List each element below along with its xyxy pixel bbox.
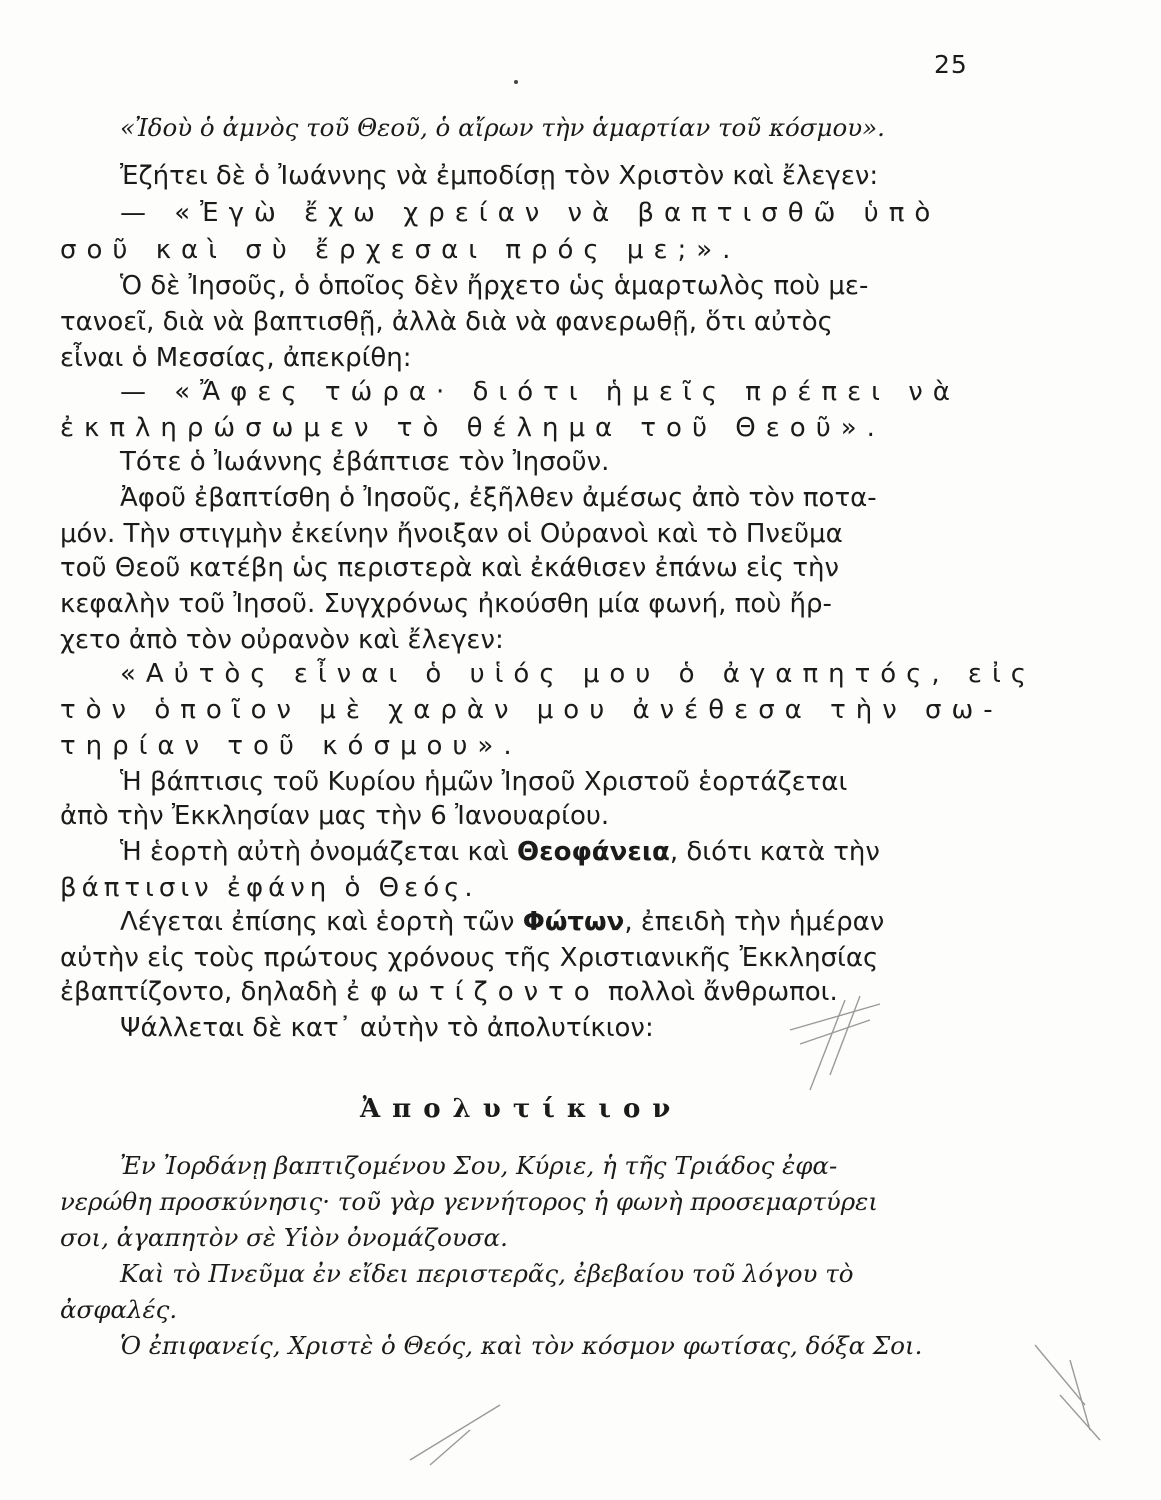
hymn-line: Ὁ ἐπιφανείς, Χριστὲ ὁ Θεός, καὶ τὸν κόσμον φωτίσας, δόξα Σοι. [120,1331,923,1360]
dialogue-line: σοῦ καὶ σὺ ἔρχεσαι πρός με;». [60,235,741,265]
text-line [60,906,1105,938]
voice-quote-line: τηρίαν τοῦ κόσμου». [60,731,522,761]
text-line: Ἀφοῦ ἐβαπτίσθη ὁ Ἰησοῦς, ἐξῆλθεν ἀμέσως ἀπὸ τὸν ποτα- [120,483,877,513]
dialogue-line: — «Ἐγὼ ἔχω χρείαν νὰ βαπτισθῶ ὑπὸ [120,198,941,228]
text-segment: , ἐπειδὴ τὴν ἡμέραν [624,907,885,937]
hymn-line: Ἐν Ἰορδάνῃ βαπτιζομένου Σου, Κύριε, ἡ τῆς Τριάδος ἐφα- [120,1151,838,1180]
text-line: κεφαλὴν τοῦ Ἰησοῦ. Συγχρόνως ἠκούσθη μία φωνή, ποὺ ἤρ- [60,589,832,619]
text-line: Ψάλλεται δὲ κατ᾽ αὐτὴν τὸ ἀπολυτίκιον: [120,1013,654,1043]
dialogue-line: — «Ἄφες τώρα· διότι ἡμεῖς πρέπει νὰ [120,377,960,407]
text-line: ἀπὸ τὴν Ἐκκλησίαν μας τὴν 6 Ἰανουαρίου. [60,801,610,831]
text-line: βάπτισιν ἐφάνη ὁ Θεός. [60,873,478,903]
dialogue-line: ἐκπληρώσωμεν τὸ θέλημα τοῦ Θεοῦ». [60,413,885,443]
voice-quote-line: «Αὐτὸς εἶναι ὁ υἱός μου ὁ ἀγαπητός, εἰς [120,659,1037,689]
text-line [60,836,1105,868]
text-line: μόν. Τὴν στιγμὴν ἐκείνην ἤνοιξαν οἱ Οὐρανοὶ καὶ τὸ Πνεῦμα [60,519,843,549]
section-heading: Ἀπολυτίκιον [360,1094,683,1124]
text-line: Ὁ δὲ Ἰησοῦς, ὁ ὁποῖος δὲν ἤρχετο ὡς ἁμαρτωλὸς ποὺ με- [120,271,869,301]
text-line: Ἐζήτει δὲ ὁ Ἰωάννης νὰ ἐμποδίσῃ τὸν Χριστὸν καὶ ἔλεγεν: [120,161,879,191]
text-line: Ἡ βάπτισις τοῦ Κυρίου ἡμῶν Ἰησοῦ Χριστοῦ ἑορτάζεται [120,767,848,797]
bold-term-theofaneia: Θεοφάνεια [517,837,670,867]
text-line: τανοεῖ, διὰ νὰ βαπτισθῇ, ἀλλὰ διὰ νὰ φανερωθῇ, ὅτι αὐτὸς [60,307,833,337]
text-line: αὐτὴν εἰς τοὺς πρώτους χρόνους τῆς Χριστιανικῆς Ἐκκλησίας [60,943,879,973]
text-line [60,976,1105,1008]
text-segment: ἐβαπτίζοντο, δηλαδὴ [60,977,347,1007]
text-line: τοῦ Θεοῦ κατέβη ὡς περιστερὰ καὶ ἐκάθισεν ἐπάνω εἰς τὴν [60,553,840,583]
spaced-term: ἐφωτίζοντο [346,977,600,1007]
text-line: Τότε ὁ Ἰωάννης ἐβάπτισε τὸν Ἰησοῦν. [120,447,610,477]
hymn-line: νερώθη προσκύνησις· τοῦ γὰρ γεννήτορος ἡ φωνὴ προσεμαρτύρει [60,1187,878,1216]
hymn-line: Καὶ τὸ Πνεῦμα ἐν εἴδει περιστερᾶς, ἐβεβαίου τοῦ λόγου τὸ [120,1259,854,1288]
ink-dot [514,80,518,84]
quote-line: «Ἰδοὺ ὁ ἀμνὸς τοῦ Θεοῦ, ὁ αἴρων τὴν ἁμαρτίαν τοῦ κόσμου». [120,113,885,142]
bold-term-foton: Φώτων [522,907,625,937]
hymn-line: ἀσφαλές. [60,1295,178,1324]
text-segment: Λέγεται ἐπίσης καὶ ἑορτὴ τῶν [120,907,523,937]
text-line: χετο ἀπὸ τὸν οὐρανὸν καὶ ἔλεγεν: [60,625,504,655]
voice-quote-line: τὸν ὁποῖον μὲ χαρὰν μου ἀνέθεσα τὴν σω- [60,695,1003,725]
page-number: 25 [934,50,968,79]
hymn-line: σοι, ἀγαπητὸν σὲ Υἱὸν ὀνομάζουσα. [60,1223,508,1252]
text-segment: , διότι κατὰ τὴν [669,837,880,867]
text-segment: Ἡ ἑορτὴ αὐτὴ ὀνομάζεται καὶ [120,837,518,867]
text-segment: πολλοὶ ἄνθρωποι. [599,977,838,1007]
text-line: εἶναι ὁ Μεσσίας, ἀπεκρίθη: [60,343,412,373]
